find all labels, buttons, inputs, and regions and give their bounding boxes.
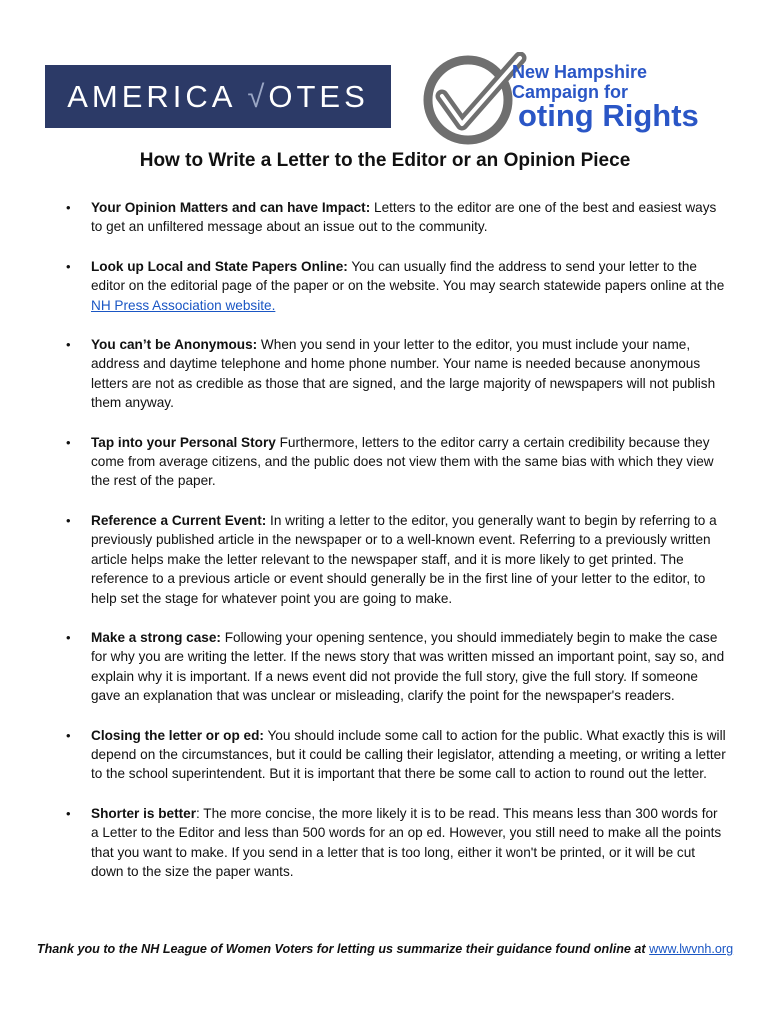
bullet-icon: • xyxy=(66,629,71,645)
bullet-icon: • xyxy=(66,512,71,528)
tip-heading: Reference a Current Event: xyxy=(91,512,267,528)
tip-heading: You can’t be Anonymous: xyxy=(91,337,258,353)
nh-campaign-logo xyxy=(420,52,699,147)
tip-text: In writing a letter to the editor, you generally want to begin by referring to a previously published article in the newspaper or to a well-known event. Referring to a previously written article helps make the letter relevant to the newspaper staff, and it is more likely to get printed. The reference to a previous article or event should generally be in the first line of your letter to the editor, to help set the stage for whatever point you are going to make. xyxy=(91,512,717,606)
america-votes-logo-text: AMERICA √OTES xyxy=(67,78,369,114)
tip-heading: Shorter is better xyxy=(91,805,196,821)
tip-heading: Closing the letter or op ed: xyxy=(91,727,264,743)
list-item xyxy=(66,198,726,237)
nh-logo-line3: oting Rights xyxy=(518,98,699,133)
tip-text: : The more concise, the more likely it is to be read. This means less than 300 words for a Letter to the Editor and less than 500 words for an op ed. However, you still need to make all the points that you want to make. If you send in a letter that is too long, either it won't be printed, or it will be cut down to the size the paper wants. xyxy=(91,805,722,879)
footer-text: Thank you to the NH League of Women Voters for letting us summarize their guidance found online at xyxy=(36,942,650,956)
list-item xyxy=(66,726,726,784)
tip-heading: Your Opinion Matters and can have Impact: xyxy=(91,200,371,215)
tip-text: When you send in your letter to the editor, you must include your name, address and daytime telephone and home phone number. Your name is needed because anonymous letters are not as credible as those that are signed, and the large majority of newspapers will not publish them anyway. xyxy=(91,337,716,411)
nh-press-association-link[interactable]: NH Press Association website. xyxy=(91,297,276,313)
america-votes-logo xyxy=(45,65,391,128)
list-item xyxy=(66,511,726,608)
bullet-icon: • xyxy=(66,727,71,743)
tip-text: Furthermore, letters to the editor carry a certain credibility because they come from average citizens, and the public does not view them with the same bias with which they view the rest of the paper. xyxy=(91,434,714,489)
list-item xyxy=(66,433,726,491)
bullet-icon: • xyxy=(66,258,71,274)
page-title: How to Write a Letter to the Editor or an Opinion Piece xyxy=(139,150,631,171)
bullet-icon: • xyxy=(66,434,71,450)
nh-logo-line1: New Hampshire xyxy=(512,62,648,82)
list-item xyxy=(66,804,726,882)
bullet-icon: • xyxy=(66,337,71,353)
tip-text: You can usually find the address to send your letter to the editor on the editorial page of the paper or on the website. You may search statewide papers online at the xyxy=(91,258,725,294)
lwvnh-link[interactable]: www.lwvnh.org xyxy=(649,942,734,956)
tip-text: Letters to the editor are one of the best and easiest ways to get an unfiltered message about an issue out to the community. xyxy=(91,200,717,235)
tip-heading: Look up Local and State Papers Online: xyxy=(91,258,348,274)
tips-list xyxy=(66,198,726,901)
tip-heading: Tap into your Personal Story xyxy=(91,434,276,450)
list-item xyxy=(66,628,726,706)
tip-heading: Make a strong case: xyxy=(91,629,221,645)
tip-text: Following your opening sentence, you should immediately begin to make the case for why you are writing the letter. If the news story that was written missed an important point, say so, and explain why it is important. If a news event did not provide the full story, give the full story. If someone gave an explanation that was unclear or misleading, clarify the point for the newspaper's readers. xyxy=(91,629,725,704)
list-item xyxy=(66,335,726,413)
tip-text: You should include some call to action for the public. What exactly this is will depend on the circumstances, but it could be calling their legislator, attending a meeting, or writing a letter to the school superintendent. But it is important that there be some call to action to round out the letter. xyxy=(91,727,726,782)
bullet-icon: • xyxy=(66,805,71,821)
bullet-icon: • xyxy=(66,200,71,215)
nh-logo-line2: Campaign for xyxy=(512,82,629,102)
list-item xyxy=(66,257,726,315)
footer-credit xyxy=(0,942,770,956)
